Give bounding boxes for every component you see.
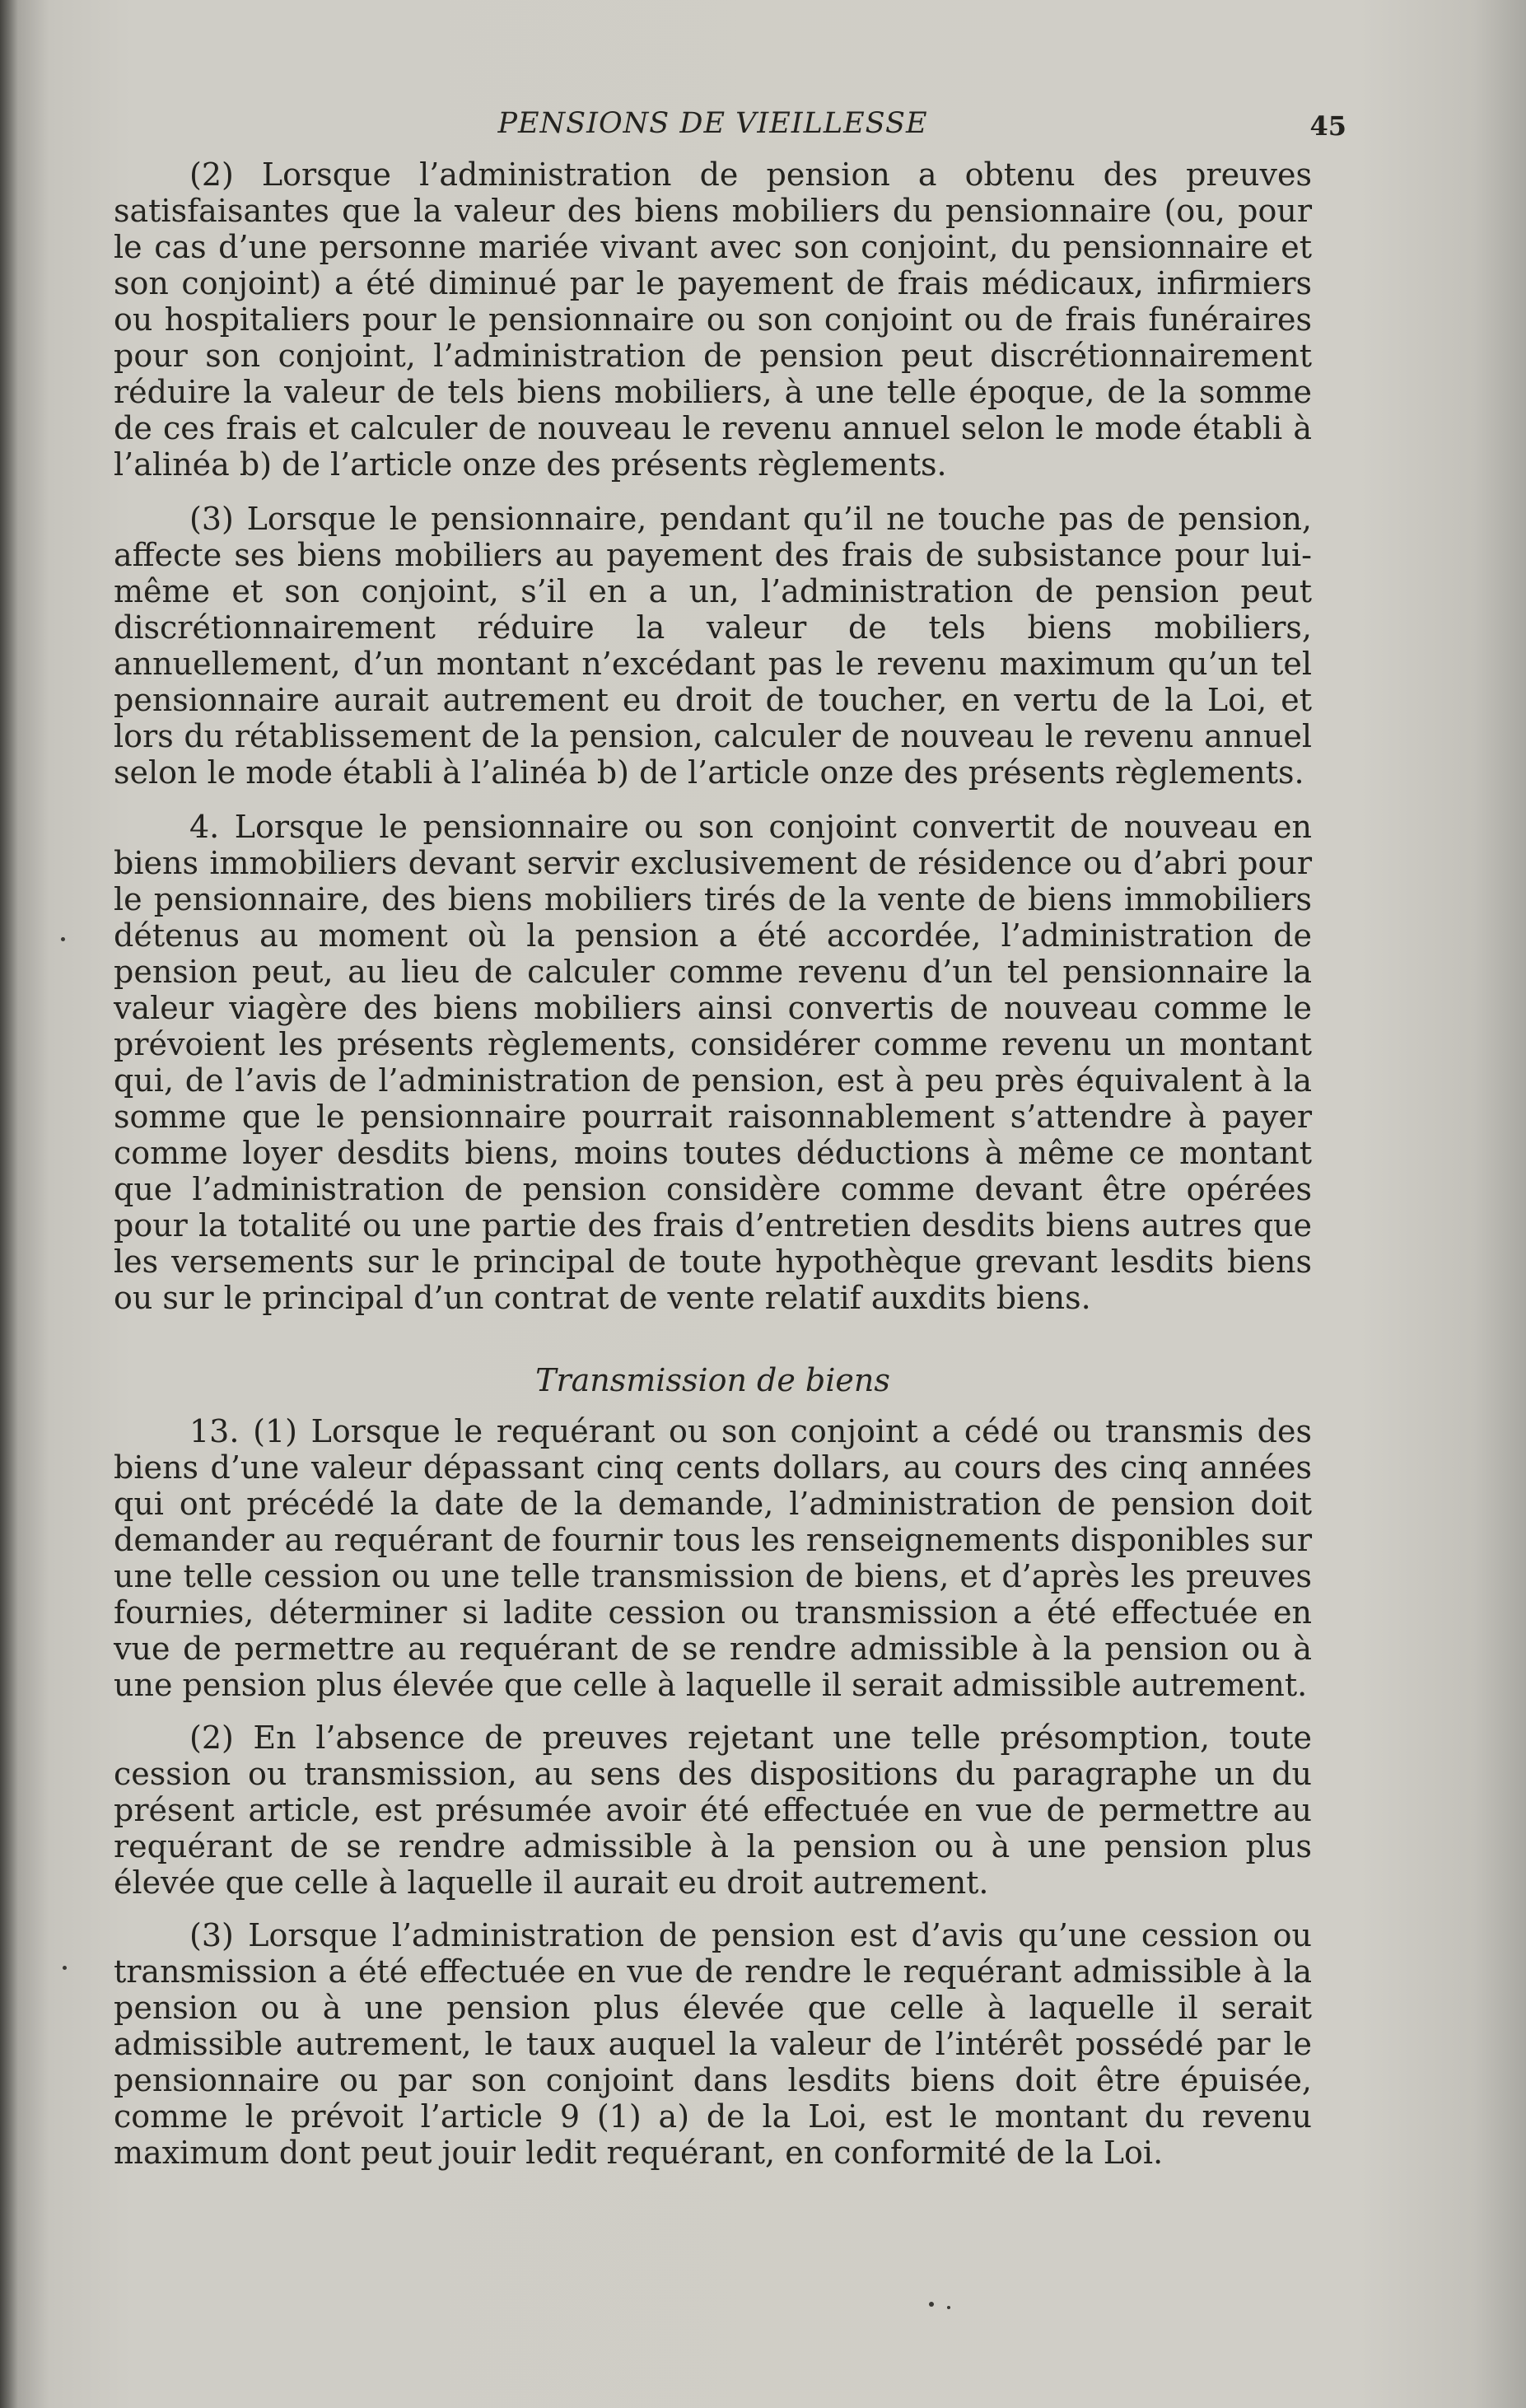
dust-speck [61,937,65,941]
page-content [114,107,1346,2187]
paragraph-13-2: (2) En l’absence de preuves rejetant une telle présomption, toute cession ou transmission, au sens des dispositions du paragraphe un du présent article, est présumée avoir été effectuée en vue de permettre au requérant de se rendre admissible à la pension ou à une pension plus élevée que celle à laquelle il aurait eu droit autrement. [114,1720,1312,1901]
dust-speck [947,2306,950,2309]
running-title: PENSIONS DE VIEILLESSE [497,107,928,140]
page-number: 45 [1309,110,1346,142]
paragraph-12-3: (3) Lorsque le pensionnaire, pendant qu’il ne touche pas de pension, affecte ses biens mobiliers au payement des frais de subsistance pour lui-même et son conjoint, s’il en a un, l’administration de pension peut discrétionnairement réduire la valeur de tels biens mobiliers, annuellement, d’un montant n’excédant pas le revenu maximum qu’un tel pensionnaire aurait autrement eu droit de toucher, en vertu de la Loi, et lors du rétablissement de la pension, calculer de nouveau le revenu annuel selon le mode établi à l’alinéa b) de l’article onze des présents règlements. [114,501,1312,791]
running-head [114,107,1346,156]
dust-speck [929,2302,934,2307]
paragraph-12-2: (2) Lorsque l’administration de pension a obtenu des preuves satisfaisantes que la valeur des biens mobiliers du pensionnaire (ou, pour le cas d’une personne mariée vivant avec son conjoint, du pensionnaire et son conjoint) a été diminué par le payement de frais médicaux, infirmiers ou hospitaliers pour le pensionnaire ou son conjoint ou de frais funéraires pour son conjoint, l’administration de pension peut discrétionnairement réduire la valeur de tels biens mobiliers, à une telle époque, de la somme de ces frais et calculer de nouveau le revenu annuel selon le mode établi à l’alinéa b) de l’article onze des présents règlements. [114,156,1312,483]
paragraph-12-4: 4. Lorsque le pensionnaire ou son conjoint convertit de nouveau en biens immobiliers devant servir exclusivement de résidence ou d’abri pour le pensionnaire, des biens mobiliers tirés de la vente de biens immobiliers détenus au moment où la pension a été accordée, l’administration de pension peut, au lieu de calculer comme revenu d’un tel pensionnaire la valeur viagère des biens mobiliers ainsi convertis de nouveau comme le prévoient les présents règlements, considérer comme revenu un montant qui, de l’avis de l’administration de pension, est à peu près équivalent à la somme que le pensionnaire pourrait raisonnablement s’attendre à payer comme loyer desdits biens, moins toutes déductions à même ce montant que l’administration de pension considère comme devant être opérées pour la totalité ou une partie des frais d’entretien desdits biens autres que les versements sur le principal de toute hypothèque grevant lesdits biens ou sur le principal d’un contrat de vente relatif auxdits biens. [114,809,1312,1316]
dust-speck [63,1966,67,1970]
section-title: Transmission de biens [535,1362,890,1398]
paragraph-13-1: 13. (1) Lorsque le requérant ou son conjoint a cédé ou transmis des biens d’une valeur dépassant cinq cents dollars, au cours des cinq années qui ont précédé la date de la demande, l’administration de pension doit demander au requérant de fournir tous les renseignements disponibles sur une telle cession ou une telle transmission de biens, et d’après les preuves fournies, déterminer si ladite cession ou transmission a été effectuée en vue de permettre au requérant de se rendre admissible à la pension ou à une pension plus élevée que celle à laquelle il serait admissible autrement. [114,1413,1312,1703]
paragraph-13-3: (3) Lorsque l’administration de pension est d’avis qu’une cession ou transmission a été effectuée en vue de rendre le requérant admissible à la pension ou à une pension plus élevée que celle à laquelle il serait admissible autrement, le taux auquel la valeur de l’intérêt possédé par le pensionnaire ou par son conjoint dans lesdits biens doit être épuisée, comme le prévoit l’article 9 (1) a) de la Loi, est le montant du revenu maximum dont peut jouir ledit requérant, en conformité de la Loi. [114,1917,1312,2171]
